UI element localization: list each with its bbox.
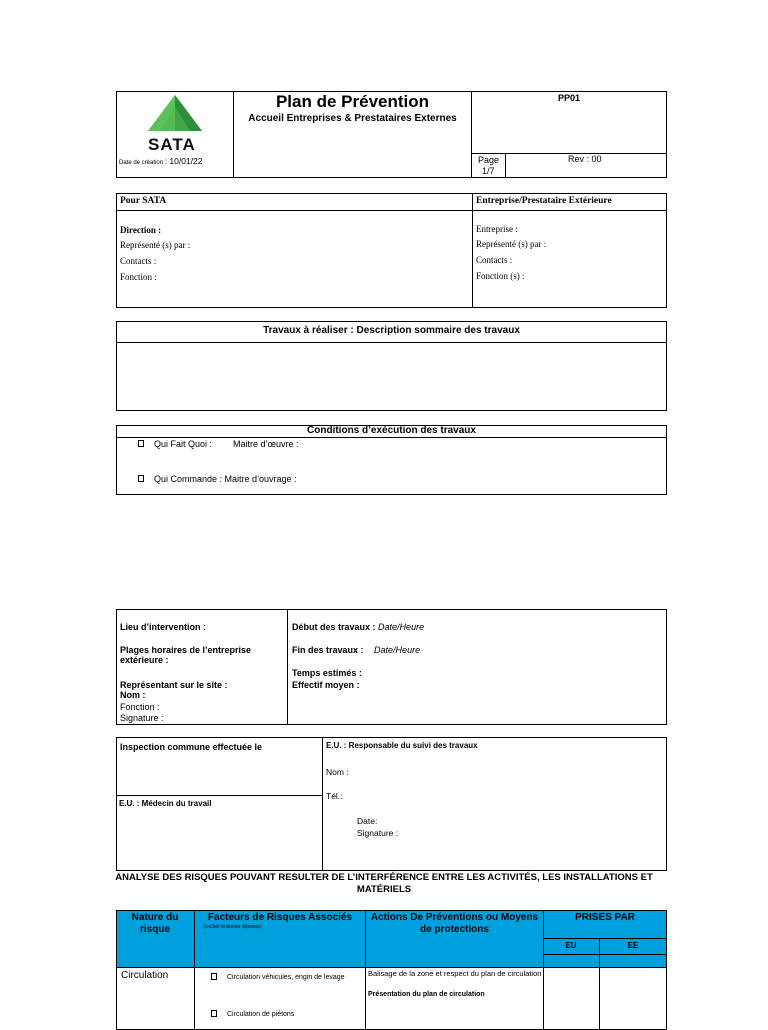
analyse-title-line2: MATÉRIELS — [356, 884, 412, 895]
col-facteurs: Facteurs de Risques Associés — [207, 912, 353, 923]
fin-value: Date/Heure — [374, 645, 421, 655]
representant-signature: Signature : — [120, 713, 164, 723]
creation-label: Date de création — [119, 160, 164, 166]
fin-label: Fin des travaux : — [292, 645, 364, 655]
travaux-title: Travaux à réaliser : Description sommaire des travaux — [263, 325, 520, 336]
sata-represented: Représenté (s) par : — [120, 240, 191, 250]
lieu-intervention: Lieu d’intervention : — [120, 622, 207, 632]
col-prises-par: PRISES PAR — [575, 912, 635, 923]
checkbox-qui-fait-quoi[interactable] — [138, 440, 144, 447]
ext-represented: Représenté (s) par : — [476, 239, 547, 249]
representant-fonction: Fonction : — [120, 702, 160, 712]
qui-commande-label: Qui Commande : Maitre d’ouvrage : — [154, 474, 297, 484]
ext-function: Fonction (s) : — [476, 271, 525, 281]
medecin-travail: E.U. : Médecin du travail — [119, 799, 212, 808]
sata-function: Fonction : — [120, 272, 157, 282]
sata-direction: Direction : — [120, 225, 162, 235]
page-subtitle: Accueil Entreprises & Prestataires Externes — [248, 113, 457, 124]
responsable-signature: Signature : — [357, 828, 399, 838]
responsable-nom: Nom : — [326, 767, 349, 777]
responsable-suivi: E.U. : Responsable du suivi des travaux — [326, 741, 478, 750]
inspection-commune: Inspection commune effectuée le — [120, 742, 263, 752]
fin-travaux — [292, 645, 420, 655]
doc-code: PP01 — [557, 93, 581, 103]
conditions-title: Conditions d’exécution des travaux — [307, 425, 476, 436]
col-facteurs-note: (cocher la bonne réponse) — [203, 924, 262, 930]
action-presentation: Présentation du plan de circulation — [368, 991, 485, 998]
checkbox-circulation-vehicules[interactable] — [211, 973, 217, 980]
page-title: Plan de Prévention — [275, 92, 430, 111]
plages-horaires: Plages horaires de l’entreprise extérieure : — [120, 645, 252, 665]
analyse-title-line1: ANALYSE DES RISQUES POUVANT RESULTER DE L’INTERFÉRENCE ENTRE LES ACTIVITÉS, LES INSTALLATIONS ET — [115, 872, 653, 883]
temps-estimes: Temps estimés : — [292, 668, 362, 678]
maitre-oeuvre-label: Maitre d’œuvre : — [233, 439, 299, 449]
factor-circulation-vehicules: Circulation véhicules, engin de levage — [227, 974, 345, 981]
action-balisage: Balisage de la zone et respect du plan de circulation — [368, 969, 542, 978]
col-actions: Actions De Préventions ou Moyens de protections — [370, 912, 539, 935]
factor-circulation-pietons: Circulation de piétons — [227, 1011, 295, 1018]
ext-entreprise: Entreprise : — [476, 224, 518, 234]
sata-logo-icon — [146, 93, 204, 135]
page-label: Page — [478, 155, 500, 165]
effectif-moyen: Effectif moyen : — [292, 680, 360, 690]
revision: Rev : 00 — [568, 154, 602, 164]
creation-line — [119, 156, 203, 166]
ext-contacts: Contacts : — [476, 255, 513, 265]
checkbox-qui-commande[interactable] — [138, 475, 144, 482]
sata-party-header: Pour SATA — [120, 196, 167, 206]
representant-nom: Nom : — [120, 690, 146, 700]
debut-label: Début des travaux : — [292, 622, 376, 632]
creation-date: : 10/01/22 — [164, 156, 203, 166]
col-nature: Nature du risque — [131, 912, 179, 935]
col-ee: EE — [627, 941, 639, 950]
checkbox-circulation-pietons[interactable] — [211, 1010, 217, 1017]
debut-travaux — [292, 622, 424, 632]
col-eu: EU — [565, 941, 577, 950]
qui-fait-quoi-label: Qui Fait Quoi : — [154, 439, 213, 449]
representant-site: Représentant sur le site : — [120, 680, 228, 690]
responsable-tel: Tél.: — [326, 791, 343, 801]
debut-value: Date/Heure — [378, 622, 425, 632]
row-circulation-nature: Circulation — [121, 970, 169, 981]
page-value: 1/7 — [482, 166, 495, 176]
logo-text: SATA — [148, 135, 196, 154]
responsable-date: Date: — [357, 816, 378, 826]
sata-contacts: Contacts : — [120, 256, 157, 266]
external-party-header: Entreprise/Prestataire Extérieure — [476, 196, 612, 206]
